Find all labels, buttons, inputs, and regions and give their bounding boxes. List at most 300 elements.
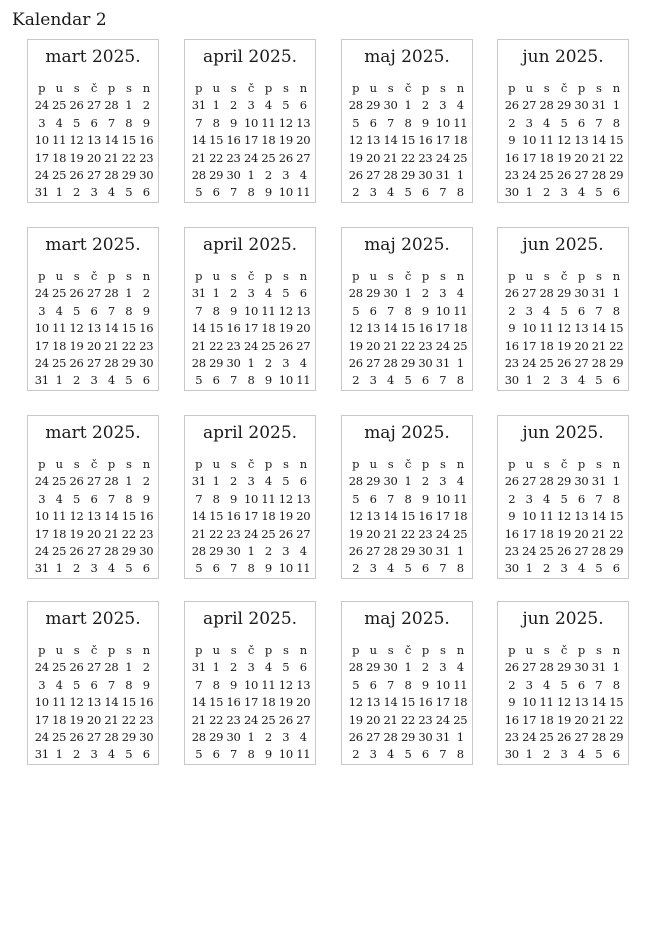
day-cell: 3	[439, 98, 447, 113]
day-cell: 3	[38, 115, 46, 130]
day-cell: 10	[435, 677, 450, 692]
day-cell: 26	[504, 286, 519, 301]
day-cell: 6	[421, 185, 429, 200]
day-cell: 18	[52, 712, 67, 727]
weekday-header-row	[503, 268, 625, 285]
day-cell: 10	[34, 321, 49, 336]
day-cell: 2	[352, 185, 360, 200]
month-title: april 2025.	[202, 235, 298, 255]
weekday-header: n	[142, 457, 150, 471]
weekday-header: p	[577, 269, 585, 283]
day-cell: 24	[34, 660, 49, 675]
week-row	[347, 167, 469, 184]
day-cell: 2	[230, 98, 238, 113]
weekday-header-row	[503, 642, 625, 659]
day-cell: 21	[591, 338, 606, 353]
day-cell: 29	[209, 544, 224, 559]
day-cell: 2	[73, 747, 81, 762]
day-cell: 8	[404, 677, 412, 692]
week-row	[190, 508, 312, 525]
day-cell: 18	[52, 338, 67, 353]
day-cell: 18	[261, 509, 276, 524]
month-day-table	[347, 642, 469, 764]
month-title: jun 2025.	[522, 235, 604, 255]
weekday-header: č	[247, 81, 255, 95]
week-row	[33, 560, 155, 577]
day-cell: 28	[383, 356, 398, 371]
day-cell: 11	[539, 133, 554, 148]
weekday-header: s	[387, 457, 394, 471]
day-cell: 8	[612, 303, 620, 318]
day-cell: 1	[404, 286, 412, 301]
day-cell: 25	[52, 286, 67, 301]
day-cell: 15	[400, 133, 415, 148]
day-cell: 23	[139, 338, 154, 353]
week-row	[347, 694, 469, 711]
day-cell: 24	[34, 356, 49, 371]
day-cell: 7	[230, 185, 238, 200]
day-cell: 7	[439, 373, 447, 388]
day-cell: 27	[86, 730, 101, 745]
day-cell: 30	[139, 168, 154, 183]
day-cell: 4	[543, 115, 551, 130]
day-cell: 27	[522, 286, 537, 301]
day-cell: 13	[86, 133, 101, 148]
day-cell: 6	[142, 747, 150, 762]
day-cell: 19	[348, 712, 363, 727]
week-row	[347, 526, 469, 543]
month-calendar	[27, 227, 159, 391]
day-cell: 26	[348, 544, 363, 559]
day-cell: 23	[226, 712, 241, 727]
week-row	[503, 560, 625, 577]
week-row	[347, 184, 469, 201]
day-cell: 2	[264, 544, 272, 559]
day-cell: 7	[595, 677, 603, 692]
month-calendar	[27, 39, 159, 203]
day-cell: 20	[296, 695, 311, 710]
week-row	[190, 372, 312, 389]
day-cell: 19	[348, 338, 363, 353]
day-cell: 30	[418, 730, 433, 745]
day-cell: 2	[352, 561, 360, 576]
day-cell: 29	[556, 474, 571, 489]
day-cell: 3	[38, 491, 46, 506]
weekday-header: č	[247, 643, 255, 657]
day-cell: 30	[226, 544, 241, 559]
day-cell: 14	[104, 321, 119, 336]
weekday-header: p	[508, 81, 516, 95]
weekday-header: n	[299, 269, 307, 283]
weekday-header: u	[212, 643, 220, 657]
day-cell: 4	[55, 115, 63, 130]
day-cell: 15	[609, 695, 624, 710]
day-cell: 9	[508, 321, 516, 336]
day-cell: 15	[121, 133, 136, 148]
day-cell: 14	[191, 695, 206, 710]
day-cell: 22	[609, 338, 624, 353]
day-cell: 5	[282, 286, 290, 301]
day-cell: 10	[243, 303, 258, 318]
day-cell: 8	[456, 185, 464, 200]
day-cell: 4	[55, 677, 63, 692]
day-cell: 12	[348, 695, 363, 710]
day-cell: 13	[86, 321, 101, 336]
day-cell: 4	[456, 660, 464, 675]
day-cell: 18	[539, 150, 554, 165]
month-day-table	[503, 80, 625, 202]
day-cell: 20	[574, 338, 589, 353]
week-row	[503, 97, 625, 114]
weekday-header: s	[73, 81, 80, 95]
day-cell: 13	[366, 133, 381, 148]
day-cell: 5	[404, 373, 412, 388]
week-row	[347, 677, 469, 694]
month-calendar	[184, 227, 316, 391]
day-cell: 27	[86, 660, 101, 675]
day-cell: 24	[435, 150, 450, 165]
day-cell: 7	[195, 303, 203, 318]
day-cell: 28	[191, 730, 206, 745]
day-cell: 5	[595, 747, 603, 762]
day-cell: 18	[453, 509, 468, 524]
day-cell: 6	[421, 373, 429, 388]
day-cell: 7	[387, 115, 395, 130]
day-cell: 14	[383, 133, 398, 148]
day-cell: 1	[404, 474, 412, 489]
weekday-header: s	[126, 81, 132, 95]
day-cell: 12	[556, 133, 571, 148]
weekday-header: č	[90, 269, 98, 283]
day-cell: 2	[142, 660, 150, 675]
day-cell: 9	[264, 561, 272, 576]
day-cell: 26	[278, 150, 293, 165]
day-cell: 2	[264, 356, 272, 371]
day-cell: 30	[418, 168, 433, 183]
day-cell: 8	[247, 747, 255, 762]
day-cell: 21	[383, 338, 398, 353]
weekday-header: u	[212, 269, 220, 283]
day-cell: 17	[34, 526, 49, 541]
weekday-header: s	[73, 269, 80, 283]
day-cell: 26	[69, 286, 84, 301]
day-cell: 29	[366, 98, 381, 113]
day-cell: 2	[73, 561, 81, 576]
day-cell: 2	[230, 474, 238, 489]
day-cell: 15	[609, 321, 624, 336]
week-row	[503, 132, 625, 149]
day-cell: 5	[352, 677, 360, 692]
day-cell: 9	[421, 303, 429, 318]
day-cell: 30	[418, 544, 433, 559]
day-cell: 17	[435, 695, 450, 710]
weekday-header-row	[33, 642, 155, 659]
month-title: jun 2025.	[522, 47, 604, 67]
week-row	[190, 184, 312, 201]
week-row	[347, 659, 469, 676]
day-cell: 2	[230, 660, 238, 675]
day-cell: 19	[278, 133, 293, 148]
weekday-header: p	[508, 643, 516, 657]
month-day-table	[347, 456, 469, 578]
month-title: jun 2025.	[522, 423, 604, 443]
day-cell: 6	[299, 660, 307, 675]
day-cell: 9	[508, 695, 516, 710]
day-cell: 21	[383, 526, 398, 541]
week-row	[503, 372, 625, 389]
day-cell: 23	[226, 150, 241, 165]
day-cell: 11	[296, 373, 311, 388]
month-calendar	[341, 39, 473, 203]
day-cell: 15	[209, 509, 224, 524]
day-cell: 11	[539, 695, 554, 710]
weekday-header: č	[90, 643, 98, 657]
day-cell: 13	[296, 115, 311, 130]
day-cell: 27	[366, 356, 381, 371]
day-cell: 1	[612, 98, 620, 113]
day-cell: 1	[55, 561, 63, 576]
weekday-header: s	[387, 643, 394, 657]
day-cell: 22	[400, 712, 415, 727]
day-cell: 24	[34, 168, 49, 183]
day-cell: 4	[299, 168, 307, 183]
weekday-header: n	[456, 457, 464, 471]
day-cell: 31	[435, 168, 450, 183]
day-cell: 23	[418, 338, 433, 353]
day-cell: 7	[107, 677, 115, 692]
day-cell: 7	[230, 373, 238, 388]
day-cell: 19	[69, 712, 84, 727]
week-row	[347, 560, 469, 577]
weekday-header: s	[230, 457, 237, 471]
day-cell: 27	[574, 544, 589, 559]
week-row	[347, 729, 469, 746]
weekday-header-row	[347, 268, 469, 285]
day-cell: 5	[352, 115, 360, 130]
day-cell: 1	[404, 660, 412, 675]
week-row	[347, 97, 469, 114]
day-cell: 17	[522, 150, 537, 165]
weekday-header: u	[525, 269, 533, 283]
day-cell: 17	[435, 133, 450, 148]
day-cell: 8	[212, 303, 220, 318]
day-cell: 22	[609, 712, 624, 727]
weekday-header: s	[126, 269, 132, 283]
day-cell: 4	[264, 660, 272, 675]
day-cell: 6	[612, 747, 620, 762]
day-cell: 31	[591, 474, 606, 489]
day-cell: 25	[52, 356, 67, 371]
week-row	[33, 746, 155, 763]
day-cell: 14	[104, 695, 119, 710]
day-cell: 12	[69, 133, 84, 148]
day-cell: 11	[539, 321, 554, 336]
day-cell: 28	[348, 98, 363, 113]
day-cell: 9	[142, 491, 150, 506]
weekday-header: u	[525, 457, 533, 471]
week-row	[503, 167, 625, 184]
day-cell: 30	[226, 356, 241, 371]
weekday-header: s	[126, 457, 132, 471]
day-cell: 28	[104, 356, 119, 371]
day-cell: 4	[299, 544, 307, 559]
day-cell: 6	[577, 303, 585, 318]
day-cell: 4	[264, 98, 272, 113]
day-cell: 15	[609, 133, 624, 148]
day-cell: 11	[261, 491, 276, 506]
day-cell: 15	[209, 695, 224, 710]
day-cell: 16	[418, 695, 433, 710]
day-cell: 13	[366, 321, 381, 336]
weekday-header: s	[440, 457, 446, 471]
weekday-header: s	[283, 457, 289, 471]
day-cell: 29	[121, 544, 136, 559]
day-cell: 31	[191, 286, 206, 301]
weekday-header: u	[55, 457, 63, 471]
day-cell: 27	[366, 544, 381, 559]
day-cell: 19	[556, 712, 571, 727]
day-cell: 27	[522, 474, 537, 489]
day-cell: 27	[574, 356, 589, 371]
day-cell: 12	[556, 509, 571, 524]
day-cell: 25	[52, 544, 67, 559]
weekday-header-row	[33, 456, 155, 473]
page-title: Kalendar 2	[12, 10, 107, 30]
weekday-header: č	[404, 81, 412, 95]
day-cell: 14	[191, 321, 206, 336]
day-cell: 6	[577, 491, 585, 506]
day-cell: 7	[439, 747, 447, 762]
day-cell: 30	[139, 730, 154, 745]
day-cell: 20	[574, 526, 589, 541]
day-cell: 30	[383, 474, 398, 489]
day-cell: 8	[456, 561, 464, 576]
day-cell: 30	[574, 286, 589, 301]
day-cell: 22	[209, 712, 224, 727]
day-cell: 5	[404, 185, 412, 200]
day-cell: 26	[278, 526, 293, 541]
day-cell: 22	[609, 150, 624, 165]
month-day-table	[33, 268, 155, 390]
month-title: april 2025.	[202, 423, 298, 443]
day-cell: 3	[369, 373, 377, 388]
day-cell: 1	[55, 373, 63, 388]
day-cell: 24	[522, 168, 537, 183]
day-cell: 19	[348, 150, 363, 165]
day-cell: 5	[195, 185, 203, 200]
day-cell: 5	[195, 373, 203, 388]
day-cell: 3	[90, 373, 98, 388]
weekday-header-row	[503, 80, 625, 97]
day-cell: 1	[404, 98, 412, 113]
day-cell: 4	[543, 303, 551, 318]
day-cell: 9	[230, 677, 238, 692]
day-cell: 14	[104, 133, 119, 148]
day-cell: 24	[435, 338, 450, 353]
day-cell: 25	[539, 356, 554, 371]
day-cell: 3	[282, 544, 290, 559]
day-cell: 30	[418, 356, 433, 371]
day-cell: 6	[90, 677, 98, 692]
day-cell: 15	[121, 321, 136, 336]
day-cell: 31	[191, 660, 206, 675]
day-cell: 5	[404, 747, 412, 762]
weekday-header: p	[38, 269, 46, 283]
day-cell: 24	[243, 338, 258, 353]
day-cell: 3	[560, 185, 568, 200]
day-cell: 15	[400, 509, 415, 524]
day-cell: 22	[121, 712, 136, 727]
day-cell: 4	[387, 747, 395, 762]
day-cell: 24	[243, 150, 258, 165]
day-cell: 10	[34, 509, 49, 524]
day-cell: 20	[574, 712, 589, 727]
week-row	[503, 543, 625, 560]
day-cell: 24	[435, 712, 450, 727]
week-row	[190, 338, 312, 355]
day-cell: 13	[574, 509, 589, 524]
day-cell: 5	[73, 115, 81, 130]
weekday-header: p	[577, 81, 585, 95]
day-cell: 26	[348, 356, 363, 371]
day-cell: 6	[90, 491, 98, 506]
day-cell: 5	[125, 747, 133, 762]
day-cell: 29	[609, 730, 624, 745]
day-cell: 23	[504, 356, 519, 371]
month-day-table	[190, 268, 312, 390]
weekday-header: č	[560, 269, 568, 283]
day-cell: 8	[247, 373, 255, 388]
week-row	[503, 355, 625, 372]
day-cell: 20	[366, 526, 381, 541]
week-row	[347, 543, 469, 560]
day-cell: 10	[34, 695, 49, 710]
week-row	[190, 150, 312, 167]
day-cell: 2	[421, 660, 429, 675]
day-cell: 28	[104, 660, 119, 675]
week-row	[33, 491, 155, 508]
day-cell: 8	[247, 561, 255, 576]
day-cell: 28	[591, 168, 606, 183]
day-cell: 31	[435, 730, 450, 745]
day-cell: 23	[418, 712, 433, 727]
day-cell: 8	[612, 491, 620, 506]
day-cell: 14	[104, 509, 119, 524]
day-cell: 24	[243, 712, 258, 727]
day-cell: 22	[121, 526, 136, 541]
day-cell: 7	[439, 185, 447, 200]
day-cell: 8	[212, 491, 220, 506]
week-row	[33, 115, 155, 132]
day-cell: 5	[282, 474, 290, 489]
month-calendar	[341, 415, 473, 579]
week-row	[503, 473, 625, 490]
day-cell: 1	[125, 98, 133, 113]
day-cell: 21	[191, 338, 206, 353]
day-cell: 4	[577, 561, 585, 576]
day-cell: 6	[212, 561, 220, 576]
day-cell: 25	[52, 168, 67, 183]
day-cell: 6	[421, 561, 429, 576]
day-cell: 28	[348, 660, 363, 675]
day-cell: 1	[456, 544, 464, 559]
day-cell: 5	[560, 491, 568, 506]
weekday-header: p	[421, 457, 429, 471]
day-cell: 8	[212, 115, 220, 130]
day-cell: 17	[34, 338, 49, 353]
day-cell: 25	[52, 730, 67, 745]
week-row	[190, 712, 312, 729]
